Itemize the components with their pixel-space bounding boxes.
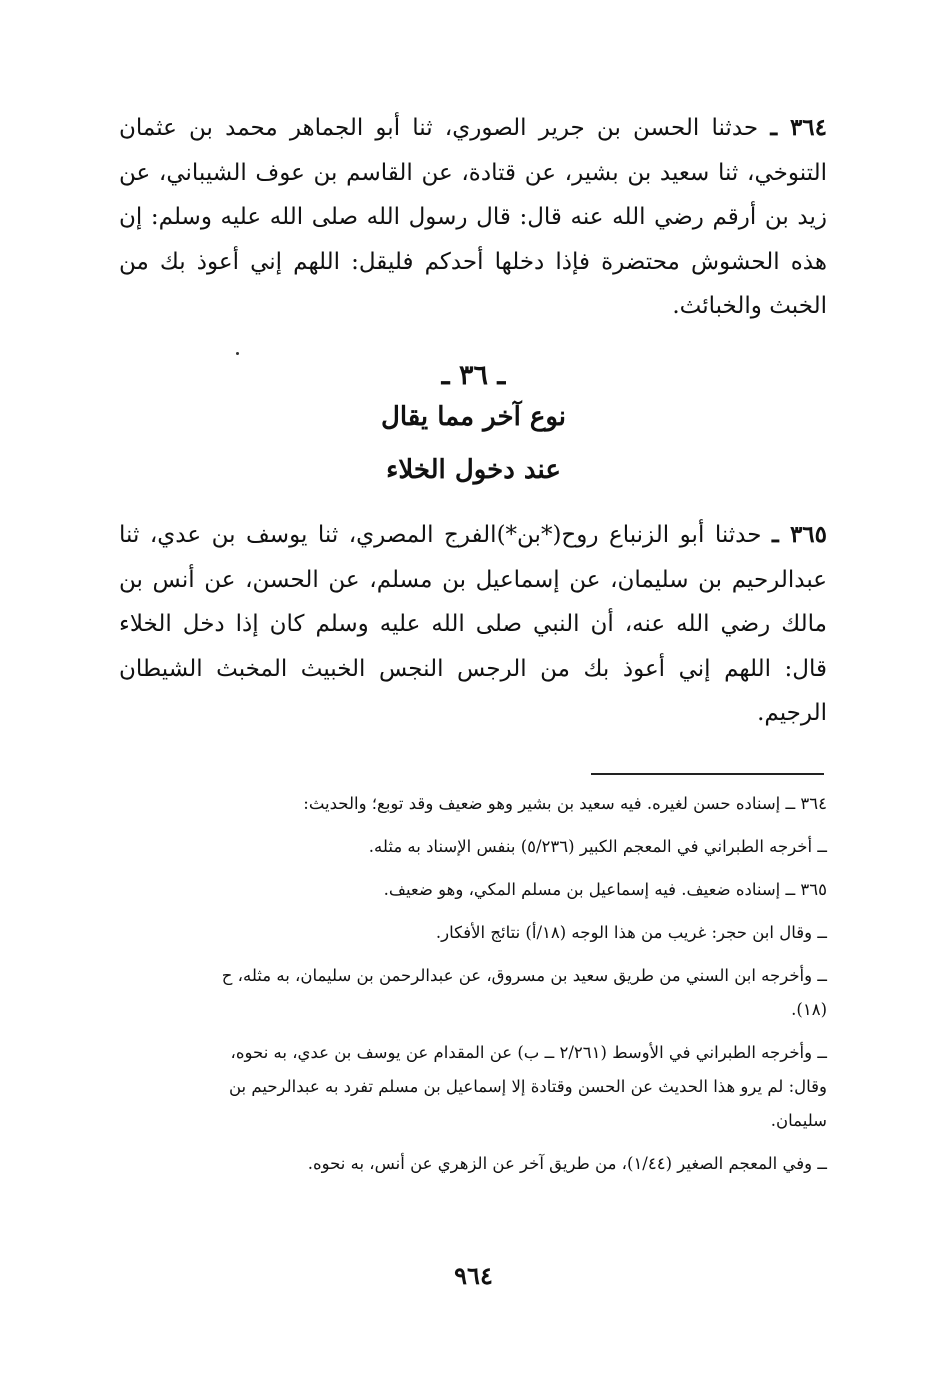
- hadith-number: ٣٦٤ ـ: [770, 114, 827, 141]
- chapter-title-line2: عند دخول الخلاء: [386, 455, 561, 485]
- hadith-text: حدثنا أبو الزنباع روح(*بن*)الفرج المصري، ثنا يوسف بن عدي، ثنا عبدالرحيم بن سليمان، عن إسماعيل بن مسلم، عن الحسن، عن أنس بن مالك رضي الله عنه، أن النبي صلى الله عليه وسلم كان إذا دخل الخلاء قال: اللهم إني أعوذ بك من الرجس النجس الخبيث المخبث الشيطان الرجيم.: [119, 522, 827, 726]
- hadith-365: [119, 513, 827, 736]
- hadith-364: [119, 106, 827, 329]
- hadith-text: حدثنا الحسن بن جرير الصوري، ثنا أبو الجماهر محمد بن عثمان التنوخي، ثنا سعيد بن بشير، عن قتادة، عن القاسم بن عوف الشيباني، عن زيد بن أرقم رضي الله عنه قال: قال رسول الله صلى الله عليه وسلم: إن هذه الحشوش محتضرة فإذا دخلها أحدكم فليقل: اللهم إني أعوذ بك من الخبث والخبائث.: [119, 115, 827, 319]
- footnote-line: ــ وقال ابن حجر: غريب من هذا الوجه (١٨/أ) نتائج الأفكار.: [435, 923, 827, 942]
- footnote-line: ــ وفي المعجم الصغير (١/٤٤)، من طريق آخر عن الزهري عن أنس، به نحوه.: [307, 1154, 827, 1173]
- footnote-line: ــ وأخرجه الطبراني في الأوسط (٢/٢٦١ ــ ب) عن المقدام عن يوسف بن عدي، به نحوه، وقال: لم يرو هذا الحديث عن الحسن وقتادة إلا إسماعيل بن مسلم تفرد به عبدالرحيم بن سليمان.: [228, 1043, 827, 1130]
- footnote-365: ٣٦٥ ــ إسناده ضعيف. فيه إسماعيل بن مسلم المكي، وهو ضعيف.: [383, 880, 827, 899]
- chapter-title-line1: نوع آخر مما يقال: [380, 402, 567, 432]
- print-speck: [236, 352, 239, 355]
- footnote-separator: [591, 773, 824, 775]
- footnote-364: ٣٦٤ ــ إسناده حسن لغيره. فيه سعيد بن بشير وهو ضعيف وقد توبع؛ والحديث:: [303, 794, 827, 813]
- hadith-number: ٣٦٥ ـ: [772, 521, 828, 548]
- footnote-line: ــ وأخرجه ابن السني من طريق سعيد بن مسروق، عن عبدالرحمن بن سليمان، به مثله، ح (١٨).: [221, 966, 827, 1019]
- footnotes: [187, 787, 827, 1190]
- footnote-line: ــ أخرجه الطبراني في المعجم الكبير (٥/٢٣٦) بنفس الإسناد به مثله.: [368, 837, 827, 856]
- page-number: ٩٦٤: [454, 1261, 493, 1290]
- chapter-number: ـ ٣٦ ـ: [441, 360, 506, 391]
